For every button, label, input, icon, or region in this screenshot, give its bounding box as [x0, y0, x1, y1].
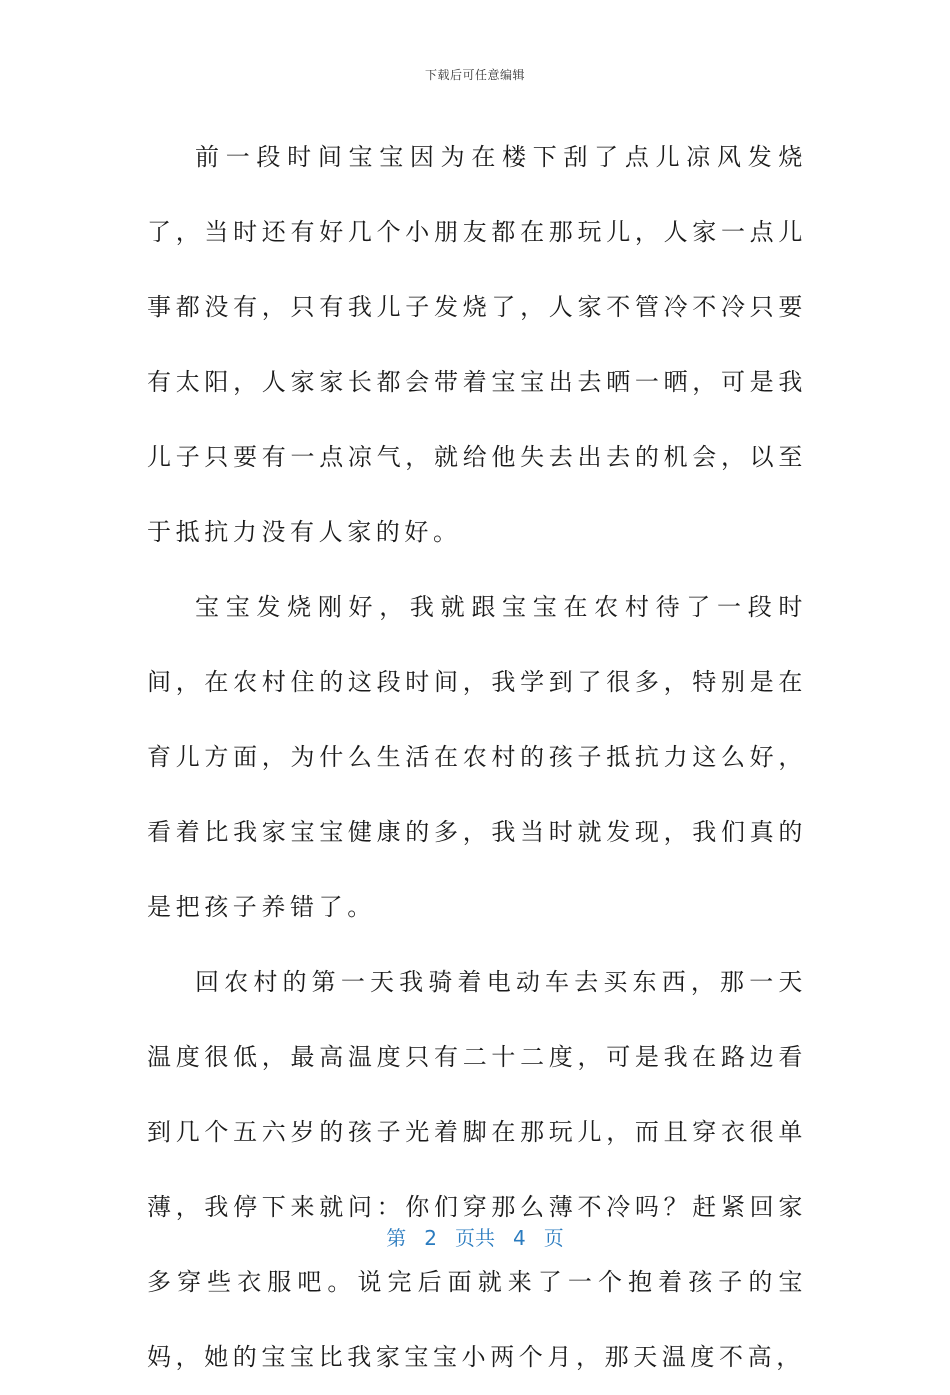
page-footer [0, 1222, 950, 1251]
page-header: 下载后可任意编辑 [424, 68, 525, 82]
footer-current-page: 2 [424, 1226, 437, 1250]
paragraph-2: 宝宝发烧刚好，我就跟宝宝在农村待了一段时间，在农村住的这段时间，我学到了很多，特别是在育儿方面，为什么生活在农村的孩子抵抗力这么好，看着比我家宝宝健康的多，我当时就发现，我们真的是把孩子养错了。 [147, 593, 807, 921]
paragraph-1: 前一段时间宝宝因为在楼下刮了点儿凉风发烧了，当时还有好几个小朋友都在那玩儿，人家一点儿事都没有，只有我儿子发烧了，人家不管冷不冷只要有太阳，人家家长都会带着宝宝出去晒一晒，可是我儿子只要有一点凉气，就给他失去出去的机会，以至于抵抗力没有人家的好。 [147, 143, 807, 546]
footer-total-pages: 4 [513, 1226, 526, 1250]
document-body [147, 120, 807, 1395]
paragraph-3: 回农村的第一天我骑着电动车去买东西，那一天温度很低，最高温度只有二十二度，可是我在路边看到几个五六岁的孩子光着脚在那玩儿，而且穿衣很单薄，我停下来就问：你们穿那么薄不冷吗？赶紧回家多穿些衣服吧。说完后面就来了一个抱着孩子的宝妈，她的宝宝比我家宝宝小两个月，那天温度不高， [147, 968, 807, 1371]
footer-prefix: 第 [386, 1226, 407, 1250]
footer-suffix: 页 [543, 1226, 564, 1250]
footer-mid: 页共 [455, 1226, 495, 1250]
